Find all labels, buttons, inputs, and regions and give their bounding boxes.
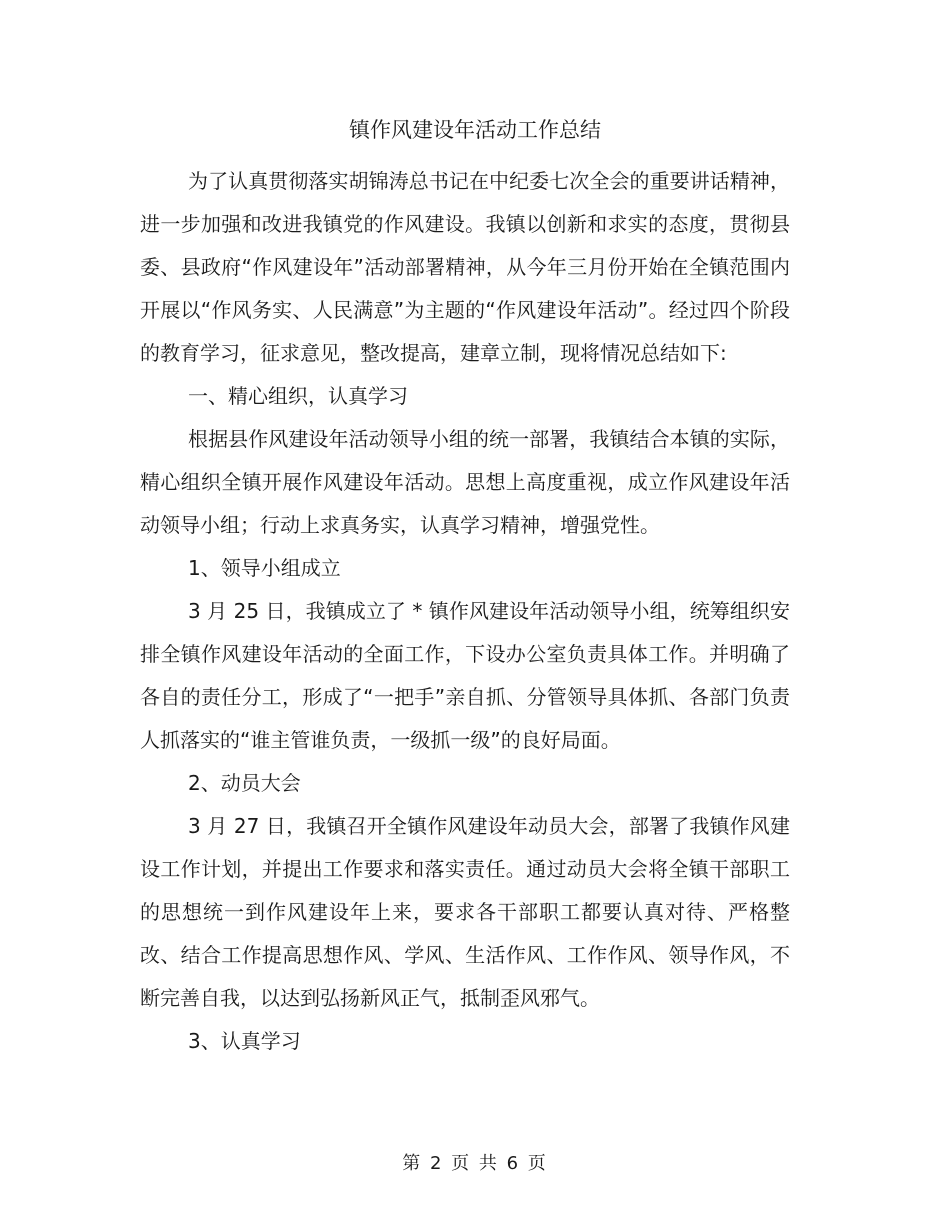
subsection-heading-3: 3、认真学习 — [188, 1029, 301, 1053]
subsection-heading-2: 2、动员大会 — [188, 771, 301, 795]
document-body — [140, 160, 790, 1063]
intro-paragraph: 为了认真贯彻落实胡锦涛总书记在中纪委七次全会的重要讲话精神，进一步加强和改进我镇党的作风建设。我镇以创新和求实的态度，贯彻县委、县政府“作风建设年”活动部署精神，从今年三月份开始在全镇范围内开展以“作风务实、人民满意”为主题的“作风建设年活动”。经过四个阶段的教育学习，征求意见，整改提高，建章立制，现将情况总结如下: — [140, 169, 790, 365]
subsection-2-paragraph: 3 月 27 日，我镇召开全镇作风建设年动员大会，部署了我镇作风建设工作计划，并提出工作要求和落实责任。通过动员大会将全镇干部职工的思想统一到作风建设年上来，要求各干部职工都要认真对待、严格整改、结合工作提高思想作风、学风、生活作风、工作作风、领导作风，不断完善自我，以达到弘扬新风正气，抵制歪风邪气。 — [140, 814, 790, 1010]
page-title: 镇作风建设年活动工作总结 — [349, 118, 601, 142]
subsection-1-paragraph: 3 月 25 日，我镇成立了 * 镇作风建设年活动领导小组，统筹组织安排全镇作风建设年活动的全面工作，下设办公室负责具体工作。并明确了各自的责任分工，形成了“一把手”亲自抓、分管领导具体抓、各部门负责人抓落实的“谁主管谁负责，一级抓一级”的良好局面。 — [140, 599, 790, 752]
section-heading-1: 一、精心组织，认真学习 — [188, 384, 408, 408]
page-number-footer: 第 2 页 共 6 页 — [402, 1153, 548, 1174]
section-1-paragraph: 根据县作风建设年活动领导小组的统一部署，我镇结合本镇的实际，精心组织全镇开展作风建设年活动。思想上高度重视，成立作风建设年活动领导小组；行动上求真务实，认真学习精神，增强党性。 — [140, 427, 790, 537]
subsection-heading-1: 1、领导小组成立 — [188, 556, 341, 580]
